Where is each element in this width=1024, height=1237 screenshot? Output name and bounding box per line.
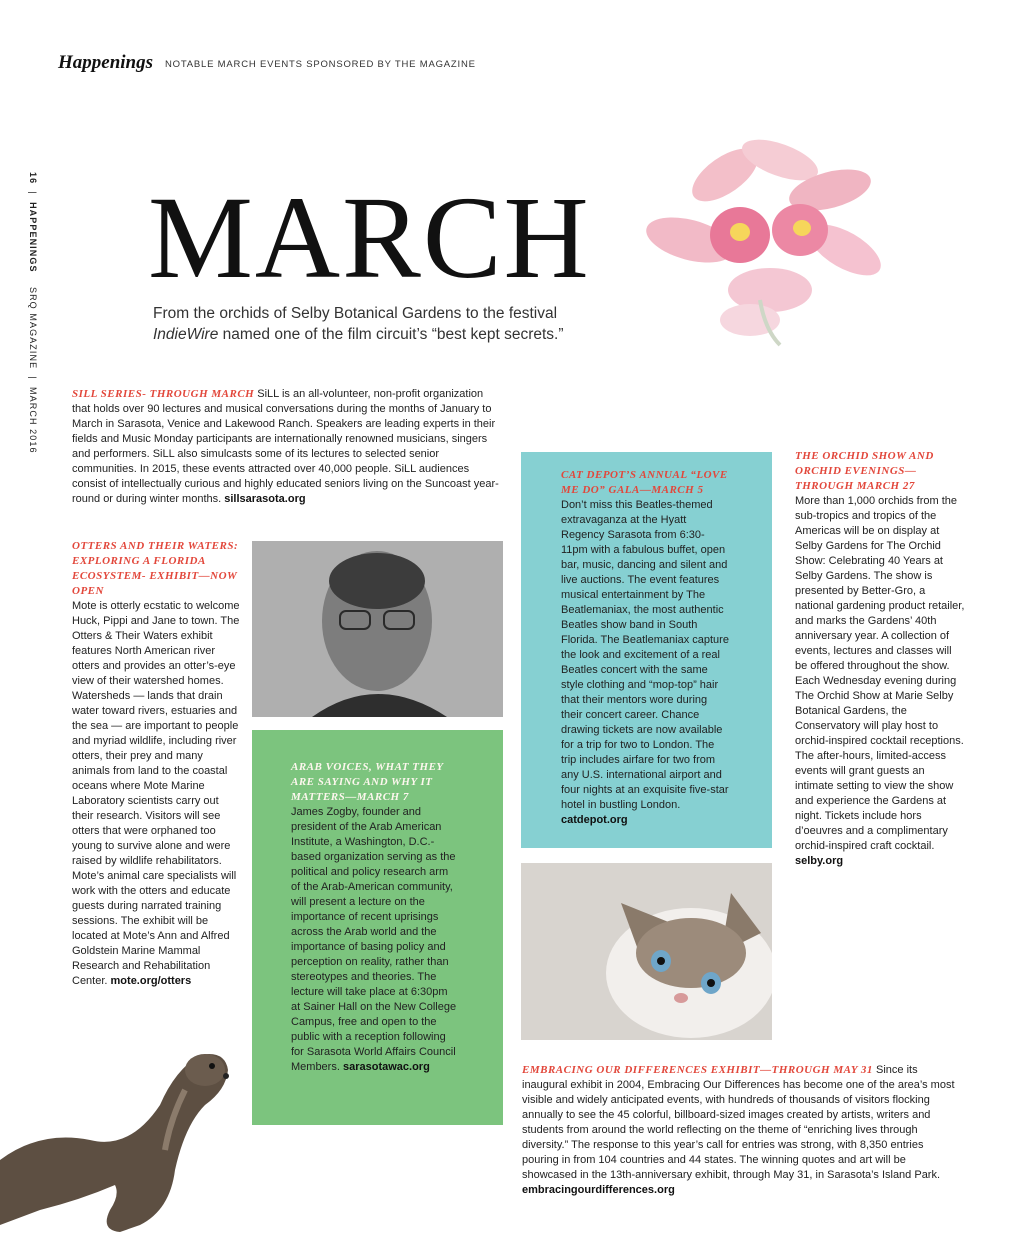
page-folio: 16 | HAPPENINGS SRQ MAGAZINE | MARCH 2016: [28, 172, 38, 454]
section-subtitle: NOTABLE MARCH EVENTS SPONSORED BY THE MAGAZINE: [165, 59, 476, 70]
intro-before: From the orchids of Selby Botanical Gardens to the festival: [153, 305, 558, 322]
folio-issue: MARCH 2016: [28, 387, 38, 454]
event-link[interactable]: sillsarasota.org: [224, 493, 306, 505]
event-embracing: [522, 1063, 956, 1198]
event-heading: EMBRACING OUR DIFFERENCES EXHIBIT—THROUGH MAY 31: [522, 1064, 873, 1076]
event-body: Don’t miss this Beatles-themed extravaganza at the Hyatt Regency Sarasota from 6:30-11pm with a fabulous buffet, open bar, music, dancing and silent and live auctions. The event features musical entertainment by The Beatlemaniax, the most authentic Beatles show band in South Florida. The Beatlemaniax capture the look and excitement of a real Beatles concert with the same style clothing and “mop-top” hair that their mentors wore during their concert career. Chance drawing tickets are now available for a trip for two to London. The trip includes airfare for two from any U.S. international airport and four nights at an exquisite five-star hotel in bustling London.: [561, 499, 729, 811]
event-otters: [72, 539, 242, 989]
event-sill: [72, 387, 500, 507]
event-body: Mote is otterly ecstatic to welcome Huck, Pippi and Jane to town. The Otters & Their Waters exhibit features North American river otters and provides an otter’s-eye view of their watershed homes. Watersheds — lands that drain water toward rivers, estuaries and the sea — are important to people and myriad wildlife, including river otters, their prey and many animals from land to the coastal oceans where Mote Marine Laboratory scientists carry out their research. Visitors will see otters that were orphaned too young to survive alone and were raised by wildlife rehabilitators. Mote’s animal care specialists will work with the otters and educate guests during narrated training sessions. The exhibit will be located at Mote’s Ann and Alfred Goldstein Marine Mammal Research and Rehabilitation Center.: [72, 600, 240, 987]
event-heading: CAT DEPOT’S ANNUAL “LOVE ME DO” GALA—MARCH 5: [561, 469, 728, 496]
otter-image: [0, 1010, 230, 1237]
event-link[interactable]: sarasotawac.org: [342, 1061, 430, 1073]
portrait-photo: [252, 541, 503, 717]
kitten-photo: [521, 863, 772, 1040]
event-link[interactable]: selby.org: [795, 855, 844, 867]
event-heading: THE ORCHID SHOW AND ORCHID EVENINGS—THROUGH MARCH 27: [795, 450, 934, 492]
page-number: 16: [28, 172, 38, 185]
event-link[interactable]: embracingourdifferences.org: [522, 1184, 675, 1196]
event-body: James Zogby, founder and president of the Arab American Institute, a Washington, D.C.-based organization serving as the political and policy research arm of the Arab-American community, will present a lecture on the importance of recent uprisings across the Arab world and the importance of basing policy and perception on reality, rather than stereotypes and theories. The lecture will take place at 6:30pm at Sainer Hall on the New College Campus, free and open to the public with a reception following for Sarasota World Affairs Council Members.: [291, 806, 457, 1073]
event-body: Since its inaugural exhibit in 2004, Embracing Our Differences has become one of the area’s most visible and widely anticipated events, with hundreds of thousands of visitors flocking annually to see the 45 colorful, billboard-sized images created by artists, writers and students from around the world reflecting on the theme of “enriching lives through diversity.” The response to this year’s call for entries was strong, with 8,350 entries pouring in from 104 countries and 44 states. The winning quotes and art will be showcased in the 13th-anniversary exhibit, through May 31, in Sarasota’s Island Park.: [522, 1064, 955, 1181]
event-heading: OTTERS AND THEIR WATERS: EXPLORING A FLORIDA ECOSYSTEM- EXHIBIT—NOW OPEN: [72, 540, 239, 597]
event-link[interactable]: catdepot.org: [561, 814, 628, 826]
folio-section: HAPPENINGS: [28, 202, 38, 273]
intro-italic: IndieWire: [153, 326, 219, 343]
event-body: More than 1,000 orchids from the sub-tropics and tropics of the Americas will be on display at Selby Gardens for The Orchid Show: Celebrating 40 Years at Selby Gardens. The show is presented by Better-Gro, a national gardening product retailer, and marks the Gardens’ 40th anniversary year. A collection of events, lectures and classes will be offered throughout the show. Each Wednesday evening during The Orchid Show at Marie Selby Botanical Gardens, the Conservatory will play host to orchid-inspired cocktail receptions. The after-hours, limited-access events will grant guests an intimate setting to view the show and experience the Gardens at night. Tickets include hors d’oeuvres and a complimentary orchid-inspired craft cocktail.: [795, 495, 965, 852]
event-cat-depot: [561, 468, 731, 828]
event-heading: ARAB VOICES, WHAT THEY ARE SAYING AND WHY IT MATTERS—MARCH 7: [291, 761, 444, 803]
section-title: Happenings: [58, 52, 154, 73]
intro-after: named one of the film circuit’s “best kept secrets.”: [218, 326, 564, 343]
intro-text: [153, 303, 613, 345]
event-link[interactable]: mote.org/otters: [110, 975, 192, 987]
event-heading: SILL SERIES- THROUGH MARCH: [72, 388, 255, 400]
page-title: MARCH: [148, 172, 591, 303]
folio-publication: SRQ MAGAZINE: [28, 286, 38, 370]
orchid-image: [630, 120, 890, 350]
event-body: SiLL is an all-volunteer, non-profit organization that holds over 90 lectures and musical conversations during the months of January to March in Sarasota, Venice and Lakewood Ranch. Speakers are leading experts in their fields and Music Monday participants are internationally renowned musicians, singers and performers. SiLL also simulcasts some of its lectures to selected senior communities. In 2015, these events attracted over 40,000 people. SiLL audiences consist of intellectually curious and highly educated seniors living on the Suncoast year-round or during winter months.: [72, 388, 499, 505]
event-orchid-show: [795, 449, 965, 869]
event-arab-voices: [291, 760, 459, 1075]
